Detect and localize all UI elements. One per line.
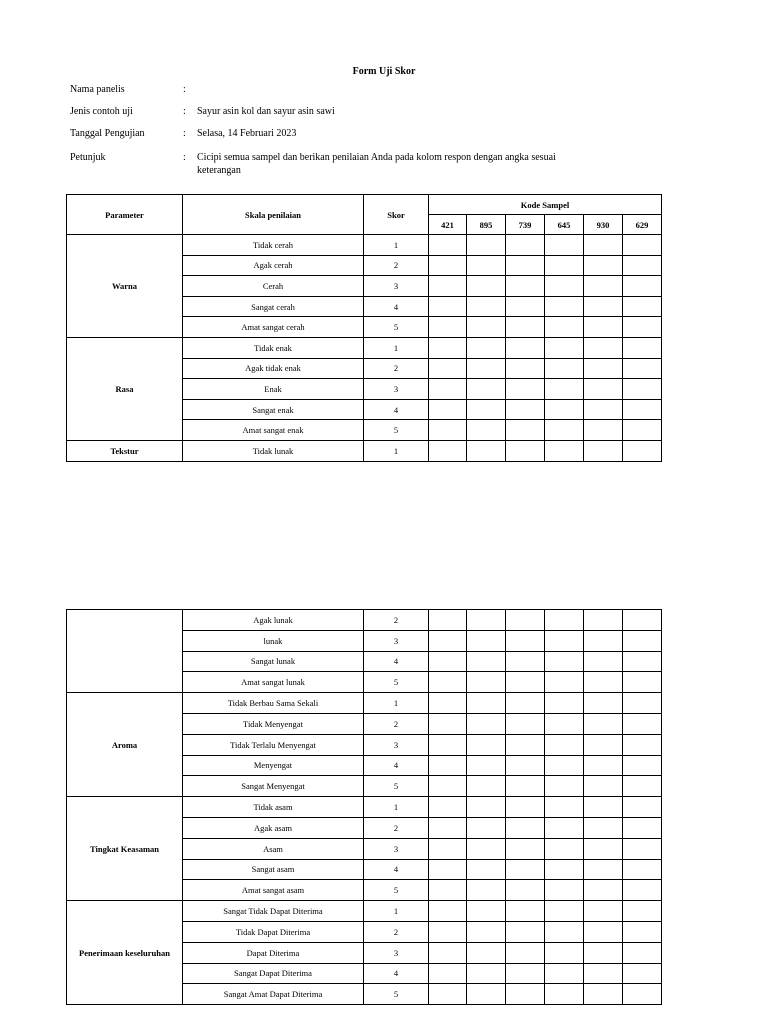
response-cell[interactable] (545, 399, 584, 420)
response-cell[interactable] (545, 713, 584, 734)
parameter-cell: Aroma (67, 693, 183, 797)
response-cell[interactable] (467, 713, 506, 734)
response-cell[interactable] (506, 984, 545, 1005)
parameter-cell: Penerimaan keseluruhan (67, 901, 183, 1005)
response-cell[interactable] (506, 693, 545, 714)
response-cell[interactable] (506, 838, 545, 859)
response-cell[interactable] (506, 755, 545, 776)
response-cell[interactable] (584, 420, 623, 441)
response-cell[interactable] (506, 734, 545, 755)
score-cell: 1 (364, 440, 429, 461)
response-cell[interactable] (623, 797, 662, 818)
response-cell[interactable] (506, 651, 545, 672)
response-cell[interactable] (429, 797, 467, 818)
response-cell[interactable] (545, 440, 584, 461)
response-cell[interactable] (506, 337, 545, 358)
response-cell[interactable] (467, 379, 506, 400)
response-cell[interactable] (545, 672, 584, 693)
response-cell[interactable] (623, 734, 662, 755)
response-cell[interactable] (584, 255, 623, 276)
score-cell: 5 (364, 672, 429, 693)
response-cell[interactable] (623, 755, 662, 776)
response-cell[interactable] (584, 317, 623, 338)
response-cell[interactable] (545, 630, 584, 651)
response-cell[interactable] (545, 817, 584, 838)
score-cell: 3 (364, 630, 429, 651)
response-cell[interactable] (506, 630, 545, 651)
response-cell[interactable] (584, 337, 623, 358)
scale-cell: Tidak Terlalu Menyengat (183, 734, 364, 755)
scale-cell: Tidak asam (183, 797, 364, 818)
response-cell[interactable] (584, 276, 623, 297)
form-title: Form Uji Skor (352, 66, 416, 77)
instructions-value: Cicipi semua sampel dan berikan penilaian Anda pada kolom respon dengan angka sesuai keterangan (197, 152, 556, 176)
scale-cell: Cerah (183, 276, 364, 297)
response-cell[interactable] (584, 755, 623, 776)
response-cell[interactable] (429, 235, 467, 256)
response-cell[interactable] (506, 276, 545, 297)
response-cell[interactable] (584, 630, 623, 651)
response-cell[interactable] (545, 610, 584, 631)
score-cell: 1 (364, 797, 429, 818)
response-cell[interactable] (467, 651, 506, 672)
response-cell[interactable] (545, 651, 584, 672)
response-cell[interactable] (506, 358, 545, 379)
response-cell[interactable] (506, 942, 545, 963)
response-cell[interactable] (429, 440, 467, 461)
response-cell[interactable] (429, 776, 467, 797)
response-cell[interactable] (584, 838, 623, 859)
response-cell[interactable] (429, 880, 467, 901)
score-cell: 3 (364, 942, 429, 963)
response-cell[interactable] (467, 693, 506, 714)
test-date-label: Tanggal Pengujian (70, 128, 145, 139)
score-cell: 2 (364, 358, 429, 379)
sample-code-header: 739 (506, 215, 545, 235)
scale-cell: Tidak cerah (183, 235, 364, 256)
response-cell[interactable] (545, 255, 584, 276)
parameter-cell: Rasa (67, 337, 183, 440)
response-cell[interactable] (467, 337, 506, 358)
response-cell[interactable] (467, 734, 506, 755)
response-cell[interactable] (545, 942, 584, 963)
response-cell[interactable] (429, 630, 467, 651)
response-cell[interactable] (584, 651, 623, 672)
response-cell[interactable] (623, 379, 662, 400)
response-cell[interactable] (429, 610, 467, 631)
response-cell[interactable] (545, 797, 584, 818)
info-colon: : (183, 128, 186, 139)
response-cell[interactable] (623, 942, 662, 963)
scale-cell: Amat sangat enak (183, 420, 364, 441)
response-cell[interactable] (545, 693, 584, 714)
response-cell[interactable] (584, 880, 623, 901)
score-cell: 2 (364, 255, 429, 276)
response-cell[interactable] (584, 901, 623, 922)
response-cell[interactable] (545, 880, 584, 901)
score-cell: 5 (364, 984, 429, 1005)
response-cell[interactable] (623, 358, 662, 379)
response-cell[interactable] (429, 379, 467, 400)
instructions-label: Petunjuk (70, 152, 106, 163)
scale-cell: Agak asam (183, 817, 364, 838)
response-cell[interactable] (429, 817, 467, 838)
sample-code-header: 629 (623, 215, 662, 235)
response-cell[interactable] (506, 235, 545, 256)
scale-cell: Tidak Berbau Sama Sekali (183, 693, 364, 714)
scale-header: Skala penilaian (183, 195, 364, 235)
response-cell[interactable] (545, 358, 584, 379)
response-cell[interactable] (584, 713, 623, 734)
response-cell[interactable] (623, 776, 662, 797)
response-cell[interactable] (506, 420, 545, 441)
table-row (67, 337, 662, 358)
scale-cell: Agak tidak enak (183, 358, 364, 379)
response-cell[interactable] (584, 776, 623, 797)
response-cell[interactable] (467, 755, 506, 776)
response-cell[interactable] (506, 440, 545, 461)
scale-cell: Sangat cerah (183, 296, 364, 317)
parameter-cell: Warna (67, 235, 183, 338)
response-cell[interactable] (623, 984, 662, 1005)
response-cell[interactable] (506, 776, 545, 797)
response-cell[interactable] (506, 880, 545, 901)
response-cell[interactable] (429, 296, 467, 317)
response-cell[interactable] (623, 255, 662, 276)
response-cell[interactable] (467, 942, 506, 963)
response-cell[interactable] (467, 901, 506, 922)
response-cell[interactable] (545, 379, 584, 400)
sample-code-header: 421 (429, 215, 467, 235)
scale-cell: Dapat Diterima (183, 942, 364, 963)
response-cell[interactable] (506, 672, 545, 693)
response-cell[interactable] (467, 859, 506, 880)
response-cell[interactable] (467, 921, 506, 942)
score-cell: 4 (364, 755, 429, 776)
scale-cell: Tidak Dapat Diterima (183, 921, 364, 942)
response-cell[interactable] (429, 713, 467, 734)
response-cell[interactable] (467, 399, 506, 420)
score-cell: 5 (364, 776, 429, 797)
response-cell[interactable] (467, 276, 506, 297)
response-cell[interactable] (545, 901, 584, 922)
score-cell: 2 (364, 817, 429, 838)
response-cell[interactable] (467, 317, 506, 338)
response-cell[interactable] (429, 734, 467, 755)
response-cell[interactable] (623, 672, 662, 693)
scale-cell: Sangat Tidak Dapat Diterima (183, 901, 364, 922)
scale-cell: Amat sangat asam (183, 880, 364, 901)
sample-code-header: 930 (584, 215, 623, 235)
table-body-page-1 (67, 235, 662, 462)
response-cell[interactable] (545, 337, 584, 358)
scale-cell: Sangat enak (183, 399, 364, 420)
panelist-name-label: Nama panelis (70, 84, 125, 95)
response-cell[interactable] (429, 399, 467, 420)
response-cell[interactable] (506, 817, 545, 838)
response-cell[interactable] (584, 440, 623, 461)
sample-type-label: Jenis contoh uji (70, 106, 133, 117)
response-cell[interactable] (545, 296, 584, 317)
score-cell: 5 (364, 420, 429, 441)
response-cell[interactable] (467, 420, 506, 441)
response-cell[interactable] (584, 984, 623, 1005)
parameter-header: Parameter (67, 195, 183, 235)
sample-type-value: Sayur asin kol dan sayur asin sawi (197, 106, 335, 117)
response-cell[interactable] (545, 963, 584, 984)
response-cell[interactable] (545, 859, 584, 880)
response-cell[interactable] (429, 859, 467, 880)
response-cell[interactable] (584, 859, 623, 880)
response-cell[interactable] (429, 337, 467, 358)
score-cell: 1 (364, 337, 429, 358)
response-cell[interactable] (623, 817, 662, 838)
score-cell: 3 (364, 276, 429, 297)
response-cell[interactable] (584, 797, 623, 818)
info-colon: : (183, 106, 186, 117)
scale-cell: Sangat asam (183, 859, 364, 880)
parameter-cell: Tekstur (67, 440, 183, 461)
response-cell[interactable] (429, 755, 467, 776)
score-cell: 3 (364, 379, 429, 400)
scale-cell: Sangat lunak (183, 651, 364, 672)
response-cell[interactable] (545, 755, 584, 776)
response-cell[interactable] (467, 797, 506, 818)
score-cell: 4 (364, 399, 429, 420)
response-cell[interactable] (584, 610, 623, 631)
response-cell[interactable] (506, 255, 545, 276)
response-cell[interactable] (429, 358, 467, 379)
response-cell[interactable] (467, 630, 506, 651)
response-cell[interactable] (506, 859, 545, 880)
score-header: Skor (364, 195, 429, 235)
response-cell[interactable] (506, 379, 545, 400)
scale-cell: lunak (183, 630, 364, 651)
sample-code-group-header: Kode Sampel (429, 195, 662, 215)
response-cell[interactable] (429, 963, 467, 984)
response-cell[interactable] (506, 610, 545, 631)
score-cell: 1 (364, 693, 429, 714)
score-cell: 2 (364, 921, 429, 942)
response-cell[interactable] (467, 776, 506, 797)
response-cell[interactable] (506, 296, 545, 317)
response-cell[interactable] (429, 672, 467, 693)
scale-cell: Agak cerah (183, 255, 364, 276)
response-cell[interactable] (506, 797, 545, 818)
response-cell[interactable] (623, 296, 662, 317)
table-body-page-2 (67, 610, 662, 1005)
scale-cell: Tidak lunak (183, 440, 364, 461)
response-cell[interactable] (429, 317, 467, 338)
response-cell[interactable] (545, 235, 584, 256)
response-cell[interactable] (467, 296, 506, 317)
response-cell[interactable] (623, 880, 662, 901)
scale-cell: Tidak Menyengat (183, 713, 364, 734)
response-cell[interactable] (623, 859, 662, 880)
score-table-page-1 (66, 194, 662, 462)
response-cell[interactable] (623, 630, 662, 651)
score-cell: 1 (364, 901, 429, 922)
response-cell[interactable] (467, 255, 506, 276)
response-cell[interactable] (584, 672, 623, 693)
response-cell[interactable] (623, 713, 662, 734)
response-cell[interactable] (429, 942, 467, 963)
score-cell: 4 (364, 296, 429, 317)
table-row (67, 693, 662, 714)
scale-cell: Sangat Dapat Diterima (183, 963, 364, 984)
response-cell[interactable] (623, 440, 662, 461)
score-cell: 1 (364, 235, 429, 256)
response-cell[interactable] (584, 379, 623, 400)
response-cell[interactable] (429, 921, 467, 942)
score-cell: 5 (364, 880, 429, 901)
sample-code-header: 645 (545, 215, 584, 235)
response-cell[interactable] (545, 317, 584, 338)
response-cell[interactable] (506, 713, 545, 734)
response-cell[interactable] (623, 399, 662, 420)
response-cell[interactable] (467, 984, 506, 1005)
response-cell[interactable] (623, 838, 662, 859)
test-date-value: Selasa, 14 Februari 2023 (197, 128, 297, 139)
response-cell[interactable] (467, 358, 506, 379)
response-cell[interactable] (584, 296, 623, 317)
response-cell[interactable] (584, 734, 623, 755)
response-cell[interactable] (623, 420, 662, 441)
response-cell[interactable] (429, 693, 467, 714)
response-cell[interactable] (545, 838, 584, 859)
response-cell[interactable] (429, 651, 467, 672)
response-cell[interactable] (467, 963, 506, 984)
response-cell[interactable] (506, 921, 545, 942)
table-row (67, 797, 662, 818)
response-cell[interactable] (623, 276, 662, 297)
response-cell[interactable] (506, 963, 545, 984)
table-row (67, 440, 662, 461)
response-cell[interactable] (429, 901, 467, 922)
scale-cell: Asam (183, 838, 364, 859)
response-cell[interactable] (623, 317, 662, 338)
response-cell[interactable] (429, 276, 467, 297)
scale-cell: Amat sangat cerah (183, 317, 364, 338)
scale-cell: Amat sangat lunak (183, 672, 364, 693)
response-cell[interactable] (506, 317, 545, 338)
response-cell[interactable] (467, 610, 506, 631)
response-cell[interactable] (584, 235, 623, 256)
response-cell[interactable] (467, 672, 506, 693)
score-cell: 2 (364, 713, 429, 734)
response-cell[interactable] (429, 420, 467, 441)
response-cell[interactable] (467, 880, 506, 901)
table-row (67, 901, 662, 922)
score-cell: 4 (364, 963, 429, 984)
score-cell: 5 (364, 317, 429, 338)
scale-cell: Agak lunak (183, 610, 364, 631)
score-cell: 4 (364, 859, 429, 880)
score-table-page-2 (66, 609, 662, 1005)
response-cell[interactable] (545, 776, 584, 797)
response-cell[interactable] (545, 984, 584, 1005)
response-cell[interactable] (584, 963, 623, 984)
scale-cell: Enak (183, 379, 364, 400)
response-cell[interactable] (467, 440, 506, 461)
response-cell[interactable] (545, 276, 584, 297)
response-cell[interactable] (429, 984, 467, 1005)
scale-cell: Sangat Amat Dapat Diterima (183, 984, 364, 1005)
scale-cell: Tidak enak (183, 337, 364, 358)
response-cell[interactable] (584, 817, 623, 838)
response-cell[interactable] (584, 358, 623, 379)
score-cell: 3 (364, 734, 429, 755)
response-cell[interactable] (623, 693, 662, 714)
scale-cell: Menyengat (183, 755, 364, 776)
response-cell[interactable] (623, 337, 662, 358)
response-cell[interactable] (467, 817, 506, 838)
response-cell[interactable] (584, 921, 623, 942)
response-cell[interactable] (584, 399, 623, 420)
response-cell[interactable] (506, 901, 545, 922)
table-row (67, 235, 662, 256)
response-cell[interactable] (506, 399, 545, 420)
response-cell[interactable] (545, 921, 584, 942)
response-cell[interactable] (623, 235, 662, 256)
info-colon: : (183, 84, 186, 95)
score-cell: 4 (364, 651, 429, 672)
response-cell[interactable] (623, 921, 662, 942)
scale-cell: Sangat Menyengat (183, 776, 364, 797)
response-cell[interactable] (467, 235, 506, 256)
score-cell: 3 (364, 838, 429, 859)
response-cell[interactable] (429, 255, 467, 276)
response-cell[interactable] (429, 838, 467, 859)
response-cell[interactable] (584, 942, 623, 963)
response-cell[interactable] (623, 651, 662, 672)
response-cell[interactable] (623, 963, 662, 984)
response-cell[interactable] (623, 901, 662, 922)
response-cell[interactable] (623, 610, 662, 631)
info-colon: : (183, 152, 186, 163)
parameter-cell: Tingkat Keasaman (67, 797, 183, 901)
score-cell: 2 (364, 610, 429, 631)
response-cell[interactable] (584, 693, 623, 714)
sample-code-header: 895 (467, 215, 506, 235)
response-cell[interactable] (545, 420, 584, 441)
response-cell[interactable] (545, 734, 584, 755)
response-cell[interactable] (467, 838, 506, 859)
table-row (67, 610, 662, 631)
parameter-cell (67, 610, 183, 693)
